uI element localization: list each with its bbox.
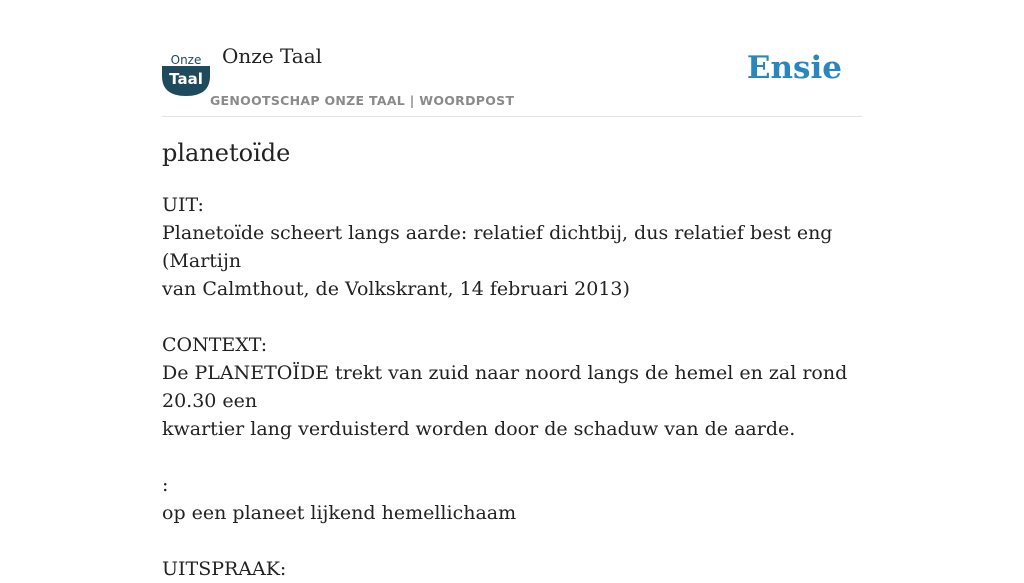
context-label: CONTEXT: [162, 334, 268, 356]
entry-body [162, 191, 862, 583]
uit-line-2: van Calmthout, de Volkskrant, 14 februari 2013) [162, 278, 630, 300]
ensie-logo[interactable]: Ensie [746, 50, 842, 86]
context-line-1: De PLANETOÏDE trekt van zuid naar noord langs de hemel en zal rond 20.30 een [162, 362, 848, 412]
spacer [162, 303, 862, 331]
spacer [162, 527, 862, 555]
logo-bottom-text: Taal [169, 70, 203, 88]
uitspraak-label: UITSPRAAK: [162, 558, 287, 580]
entry-content [162, 135, 862, 583]
logo-top-text: Onze [170, 53, 202, 67]
uit-label: UIT: [162, 194, 204, 216]
brand-name[interactable]: Onze Taal [222, 44, 323, 68]
context-line-2: kwartier lang verduisterd worden door de schaduw van de aarde. [162, 418, 796, 440]
onze-taal-logo[interactable] [162, 52, 210, 96]
definition-label: : [162, 474, 169, 496]
entry-term: planetoïde [162, 139, 291, 167]
uit-line-1: Planetoïde scheert langs aarde: relatief dichtbij, dus relatief best eng (Martijn [162, 222, 833, 272]
source-subtitle: GENOOTSCHAP ONZE TAAL | WOORDPOST [210, 93, 515, 108]
definition-text: op een planeet lijkend hemellichaam [162, 502, 517, 524]
site-header [162, 40, 862, 117]
spacer [162, 443, 862, 471]
